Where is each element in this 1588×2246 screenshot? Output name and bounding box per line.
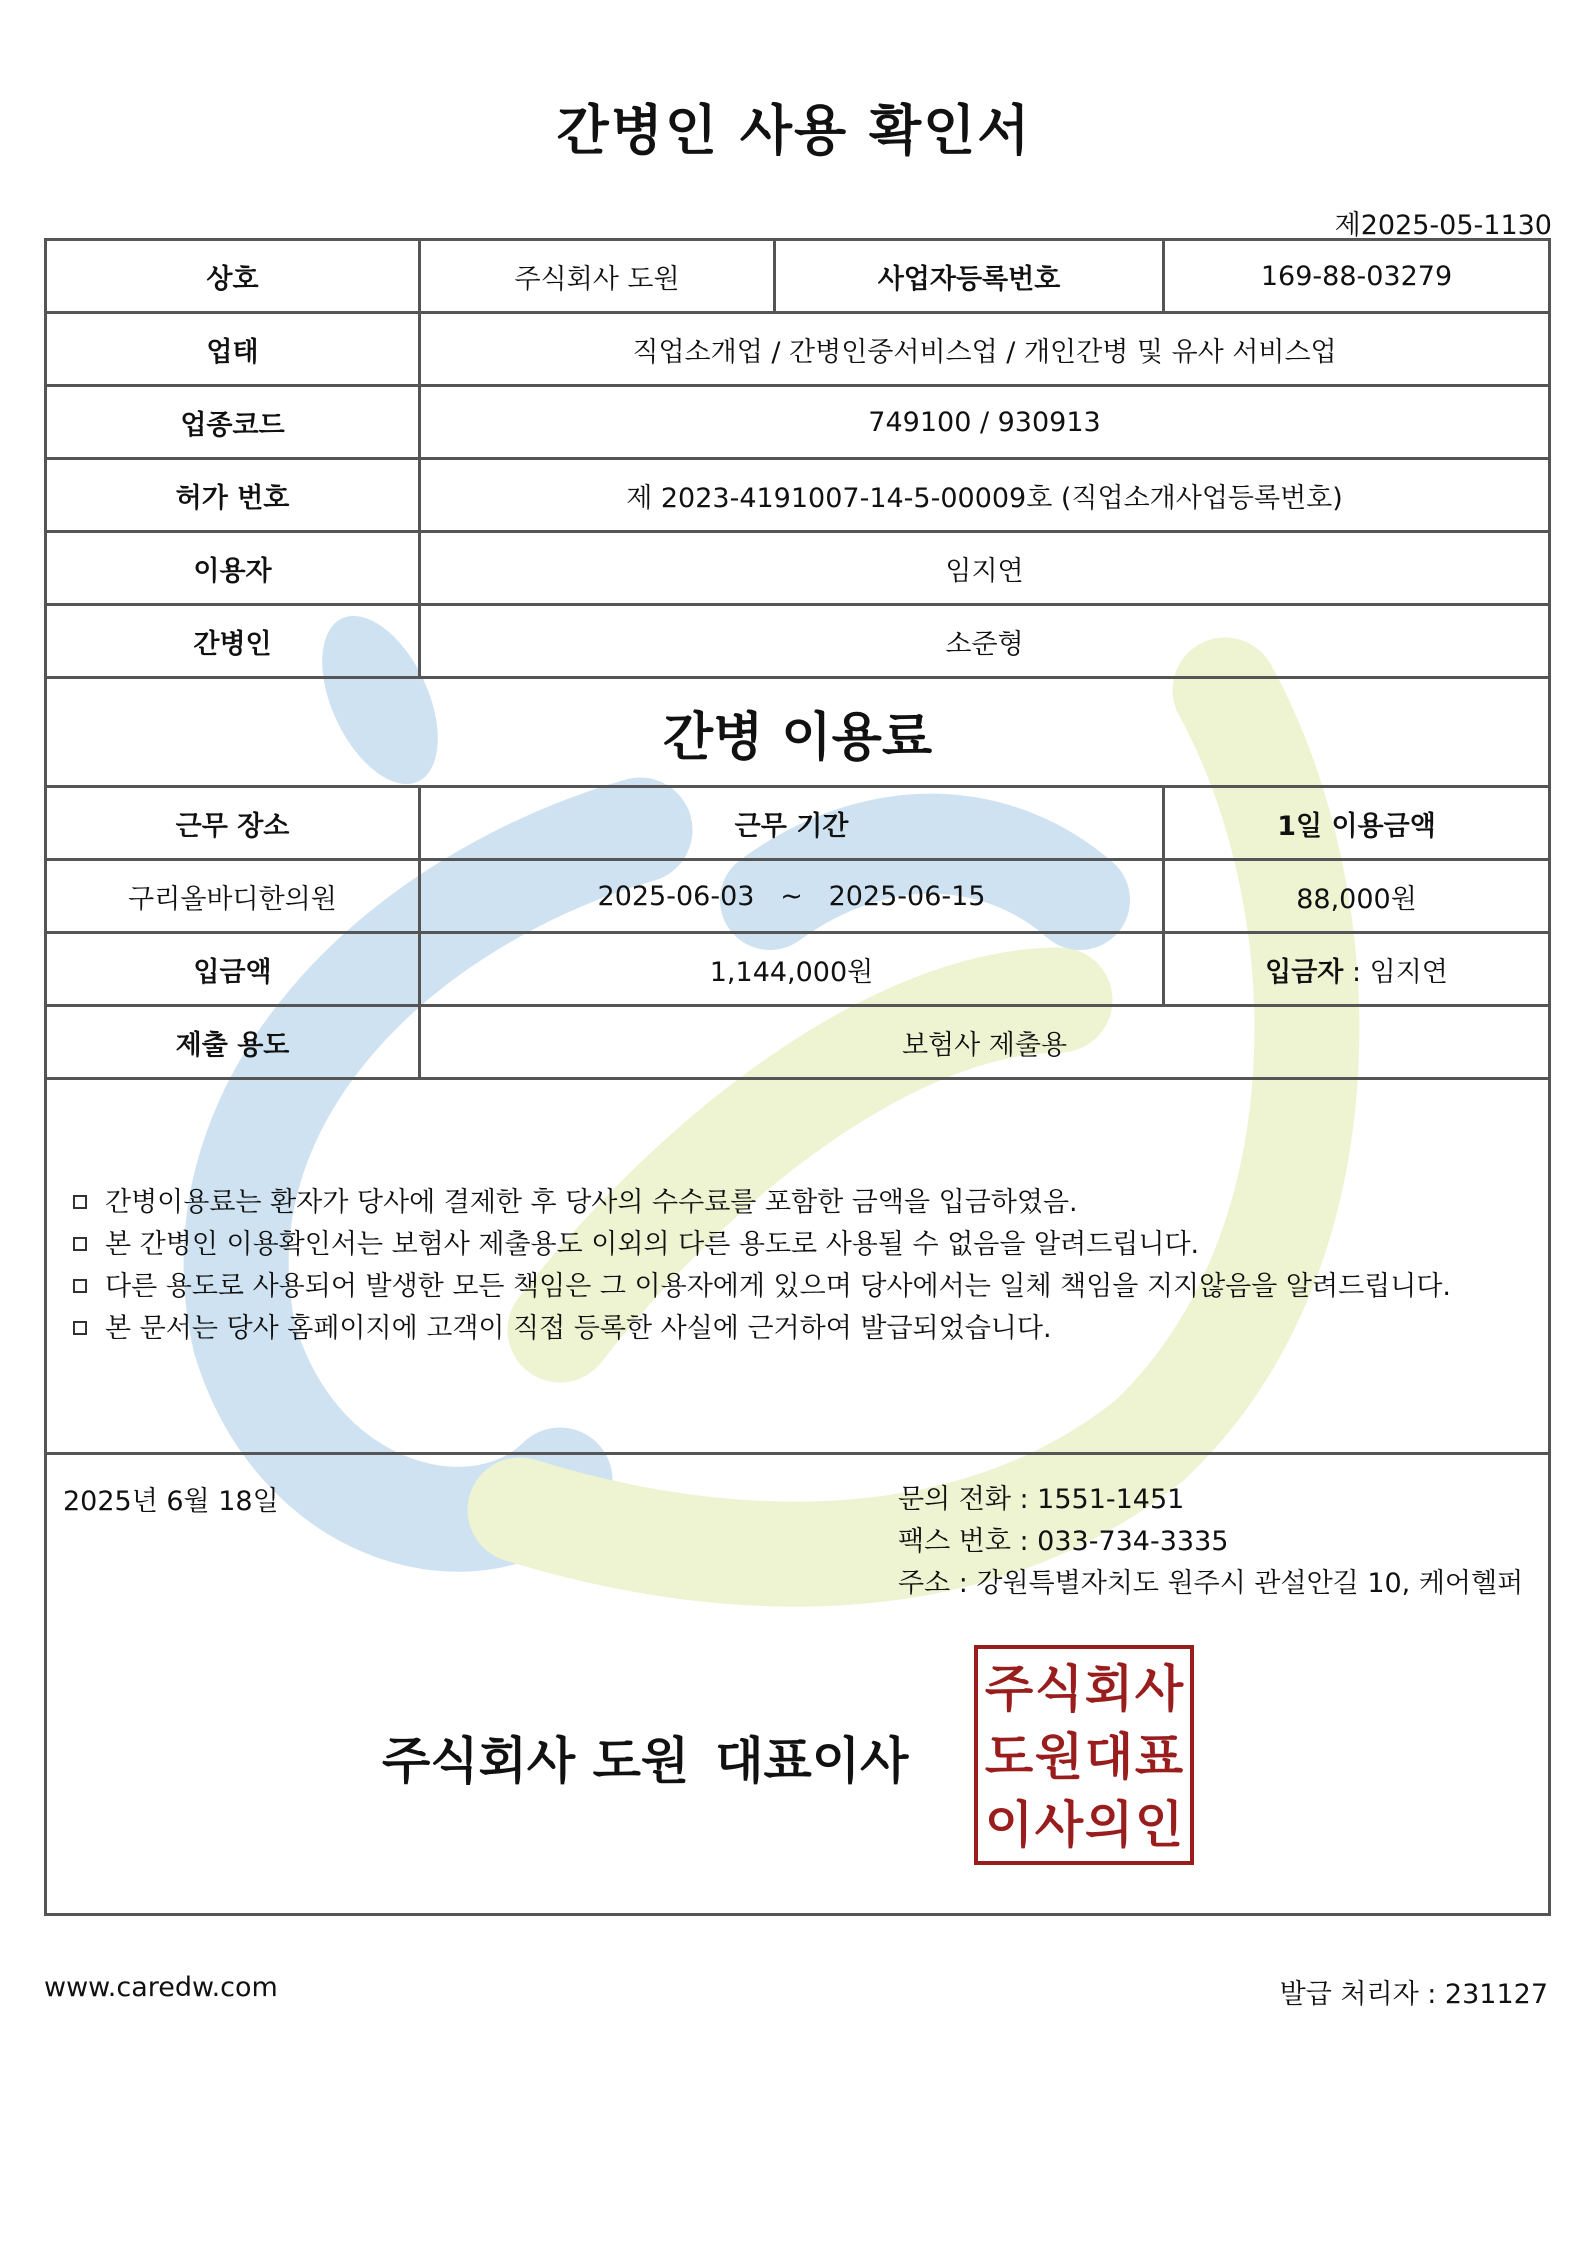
row-user (46, 532, 1550, 605)
square-bullet-icon (73, 1279, 87, 1293)
note-text: 본 간병인 이용확인서는 보험사 제출용도 이외의 다른 용도로 사용될 수 없음을 알려드립니다. (105, 1229, 1200, 1260)
period-header: 근무 기간 (420, 787, 1164, 860)
seal-character: 사 (1034, 1796, 1084, 1854)
depositor-label: 입금자 (1265, 956, 1344, 988)
daily-fee-header: 1일 이용금액 (1164, 787, 1550, 860)
industry-code-label: 업종코드 (46, 386, 420, 459)
contact-info (898, 1479, 1523, 1605)
row-fee-title (46, 678, 1550, 787)
row-purpose (46, 1006, 1550, 1079)
note-text: 본 문서는 당사 홈페이지에 고객이 직접 등록한 사실에 근거하여 발급되었습니다. (105, 1313, 1052, 1344)
seal-character: 의 (1084, 1796, 1134, 1854)
seal-character: 도 (984, 1728, 1034, 1786)
issue-date: 2025년 6월 18일 (63, 1486, 279, 1517)
note-text: 다른 용도로 사용되어 발생한 모든 책임은 그 이용자에게 있으며 당사에서는 일체 책임을 지지않음을 알려드립니다. (105, 1271, 1452, 1302)
period-separator: ~ (780, 880, 803, 912)
deposit-value: 1,144,000원 (420, 933, 1164, 1006)
period-start: 2025-06-03 (597, 880, 755, 912)
deposit-label: 입금액 (46, 933, 420, 1006)
purpose-label: 제출 용도 (46, 1006, 420, 1079)
confirmation-table (44, 238, 1551, 1916)
company-seal-stamp (974, 1645, 1194, 1865)
note-item (73, 1308, 1548, 1350)
signatory-company: 주식회사 도원 (382, 1732, 690, 1790)
period-value (420, 860, 1164, 933)
footer-cell (46, 1454, 1550, 1915)
signatory (382, 1721, 908, 1793)
row-company (46, 240, 1550, 313)
seal-character: 표 (1134, 1728, 1184, 1786)
contact-phone: 문의 전화 : 1551-1451 (898, 1484, 1185, 1515)
user-value: 임지연 (420, 532, 1550, 605)
caregiver-label: 간병인 (46, 605, 420, 678)
purpose-value: 보험사 제출용 (420, 1006, 1550, 1079)
row-license (46, 459, 1550, 532)
industry-code-value: 749100 / 930913 (420, 386, 1550, 459)
square-bullet-icon (73, 1321, 87, 1335)
user-label: 이용자 (46, 532, 420, 605)
contact-address: 주소 : 강원특별자치도 원주시 관설안길 10, 케어헬퍼 (898, 1568, 1524, 1599)
company-name-value: 주식회사 도원 (420, 240, 775, 313)
seal-character: 주 (984, 1660, 1034, 1718)
document-title: 간병인 사용 확인서 (556, 99, 1032, 162)
seal-character: 이 (984, 1796, 1034, 1854)
biz-reg-value: 169-88-03279 (1164, 240, 1550, 313)
period-end: 2025-06-15 (828, 880, 986, 912)
note-text: 간병이용료는 환자가 당사에 결제한 후 당사의 수수료를 포함한 금액을 입금하였음. (105, 1187, 1078, 1218)
license-label: 허가 번호 (46, 459, 420, 532)
note-item (73, 1266, 1548, 1308)
row-notes (46, 1079, 1550, 1454)
row-fee-headers (46, 787, 1550, 860)
daily-fee-value: 88,000원 (1164, 860, 1550, 933)
license-value: 제 2023-4191007-14-5-00009호 (직업소개사업등록번호) (420, 459, 1550, 532)
note-item (73, 1224, 1548, 1266)
square-bullet-icon (73, 1237, 87, 1251)
place-header: 근무 장소 (46, 787, 420, 860)
document-number: 제2025-05-1130 (1334, 210, 1552, 241)
biz-reg-label: 사업자등록번호 (775, 240, 1164, 313)
notes-list (73, 1182, 1548, 1350)
signatory-title: 대표이사 (715, 1732, 909, 1790)
biz-type-label: 업태 (46, 313, 420, 386)
square-bullet-icon (73, 1195, 87, 1209)
notes-cell (46, 1079, 1550, 1454)
seal-characters (984, 1655, 1184, 1855)
seal-character: 대 (1084, 1728, 1134, 1786)
website-url: www.caredw.com (44, 1972, 278, 2003)
row-footer (46, 1454, 1550, 1915)
place-value: 구리올바디한의원 (46, 860, 420, 933)
row-deposit (46, 933, 1550, 1006)
row-biz-type (46, 313, 1550, 386)
contact-fax: 팩스 번호 : 033-734-3335 (898, 1526, 1229, 1557)
row-fee-values (46, 860, 1550, 933)
seal-character: 인 (1134, 1796, 1184, 1854)
caregiver-value: 소준형 (420, 605, 1550, 678)
seal-character: 사 (1134, 1660, 1184, 1718)
seal-character: 원 (1034, 1728, 1084, 1786)
row-industry-code (46, 386, 1550, 459)
biz-type-value: 직업소개업 / 간병인중서비스업 / 개인간병 및 유사 서비스업 (420, 313, 1550, 386)
row-caregiver (46, 605, 1550, 678)
fee-section-title: 간병 이용료 (46, 678, 1550, 787)
depositor-cell (1164, 933, 1550, 1006)
issuer-id: 발급 처리자 : 231127 (1279, 1979, 1548, 2010)
seal-character: 회 (1084, 1660, 1134, 1718)
company-name-label: 상호 (46, 240, 420, 313)
depositor-value: 임지연 (1369, 956, 1448, 988)
seal-character: 식 (1034, 1660, 1084, 1718)
note-item (73, 1182, 1548, 1224)
depositor-separator: : (1343, 956, 1370, 988)
